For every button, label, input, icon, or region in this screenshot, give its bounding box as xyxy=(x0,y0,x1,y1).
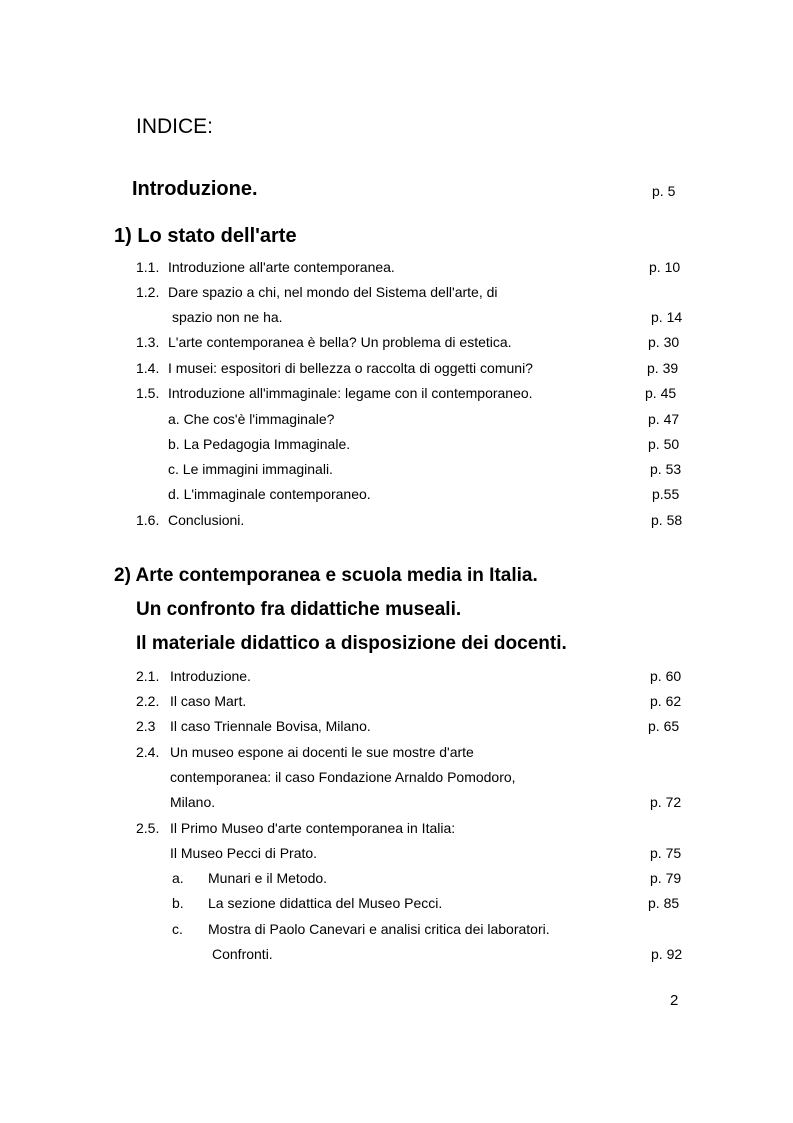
toc-entry-page: p. 39 xyxy=(647,360,679,376)
toc-entry-title-continued: spazio non ne ha. xyxy=(172,309,283,325)
toc-entry-page: p. 60 xyxy=(650,668,682,684)
toc-entry-page: p. 65 xyxy=(648,718,680,734)
toc-entry-page: p. 10 xyxy=(649,259,681,275)
toc-entry-number: 2.5. xyxy=(136,820,160,836)
toc-entry-number: 2.4. xyxy=(136,744,160,760)
chapter-2-heading-line: Un confronto fra didattiche museali. xyxy=(136,599,462,620)
toc-entry-title: Introduzione. xyxy=(170,668,251,684)
toc-entry-title: Dare spazio a chi, nel mondo del Sistema dell'arte, di xyxy=(168,284,498,300)
chapter-2-heading-line: Il materiale didattico a disposizione dei docenti. xyxy=(136,633,567,654)
toc-subentry-letter: b. xyxy=(172,895,184,911)
toc-entry-number: 1.4. xyxy=(136,360,160,376)
intro-page: p. 5 xyxy=(652,183,676,199)
page-number: 2 xyxy=(670,992,679,1009)
toc-entry-title: Conclusioni. xyxy=(168,512,245,528)
toc-entry-page: p. 85 xyxy=(648,895,680,911)
toc-entry-page: p. 62 xyxy=(650,693,682,709)
toc-entry-number: 2.3 xyxy=(136,718,156,734)
chapter-1-heading: 1) Lo stato dell'arte xyxy=(114,225,297,247)
toc-entry-number: 1.6. xyxy=(136,512,160,528)
toc-entry-title-continued: contemporanea: il caso Fondazione Arnaldo Pomodoro, xyxy=(170,769,516,785)
toc-entry-page: p. 92 xyxy=(651,946,683,962)
toc-subentry-letter: c. xyxy=(172,921,183,937)
chapter-2-heading: 2) Arte contemporanea e scuola media in Italia. xyxy=(114,565,538,586)
toc-subentry-title-continued: Confronti. xyxy=(212,946,273,962)
toc-subentry-title: b. La Pedagogia Immaginale. xyxy=(168,436,351,452)
toc-entry-title: Introduzione all'arte contemporanea. xyxy=(168,259,395,275)
toc-entry-page: p. 14 xyxy=(651,309,683,325)
toc-entry-number: 2.2. xyxy=(136,693,160,709)
toc-subentry-title: Munari e il Metodo. xyxy=(208,870,328,886)
toc-entry-page: p. 79 xyxy=(650,870,682,886)
toc-entry-title: Il caso Triennale Bovisa, Milano. xyxy=(170,718,371,734)
toc-subentry-letter: a. xyxy=(172,870,184,886)
toc-entry-page: p.55 xyxy=(652,486,680,502)
toc-entry-title: Il caso Mart. xyxy=(170,693,247,709)
toc-subentry-title: a. Che cos'è l'immaginale? xyxy=(168,411,335,427)
toc-entry-page: p. 72 xyxy=(650,794,682,810)
toc-entry-number: 1.5. xyxy=(136,385,160,401)
index-title: INDICE: xyxy=(136,115,214,138)
toc-entry-page: p. 47 xyxy=(648,411,680,427)
intro-label: Introduzione. xyxy=(132,178,258,200)
toc-entry-page: p. 53 xyxy=(650,461,682,477)
toc-entry-title: Introduzione all'immaginale: legame con il contemporaneo. xyxy=(168,385,533,401)
toc-entry-page: p. 58 xyxy=(651,512,683,528)
toc-entry-number: 1.3. xyxy=(136,334,160,350)
toc-subentry-title: d. L'immaginale contemporaneo. xyxy=(168,486,371,502)
toc-entry-page: p. 30 xyxy=(648,334,680,350)
toc-entry-number: 1.2. xyxy=(136,284,160,300)
toc-entry-title: I musei: espositori di bellezza o raccolta di oggetti comuni? xyxy=(168,360,533,376)
toc-entry-title-continued: Milano. xyxy=(170,794,216,810)
toc-entry-number: 1.1. xyxy=(136,259,160,275)
toc-subentry-title: c. Le immagini immaginali. xyxy=(168,461,333,477)
toc-entry-page: p. 50 xyxy=(648,436,680,452)
toc-subentry-title: La sezione didattica del Museo Pecci. xyxy=(208,895,443,911)
toc-entry-title: Il Primo Museo d'arte contemporanea in Italia: xyxy=(170,820,456,836)
toc-entry-title: L'arte contemporanea è bella? Un problema di estetica. xyxy=(168,334,512,350)
toc-subentry-title: Mostra di Paolo Canevari e analisi critica dei laboratori. xyxy=(208,921,550,937)
toc-entry-page: p. 75 xyxy=(650,845,682,861)
toc-entry-title: Un museo espone ai docenti le sue mostre d'arte xyxy=(170,744,474,760)
toc-entry-page: p. 45 xyxy=(645,385,677,401)
toc-entry-title-continued: Il Museo Pecci di Prato. xyxy=(170,845,318,861)
toc-entry-number: 2.1. xyxy=(136,668,160,684)
